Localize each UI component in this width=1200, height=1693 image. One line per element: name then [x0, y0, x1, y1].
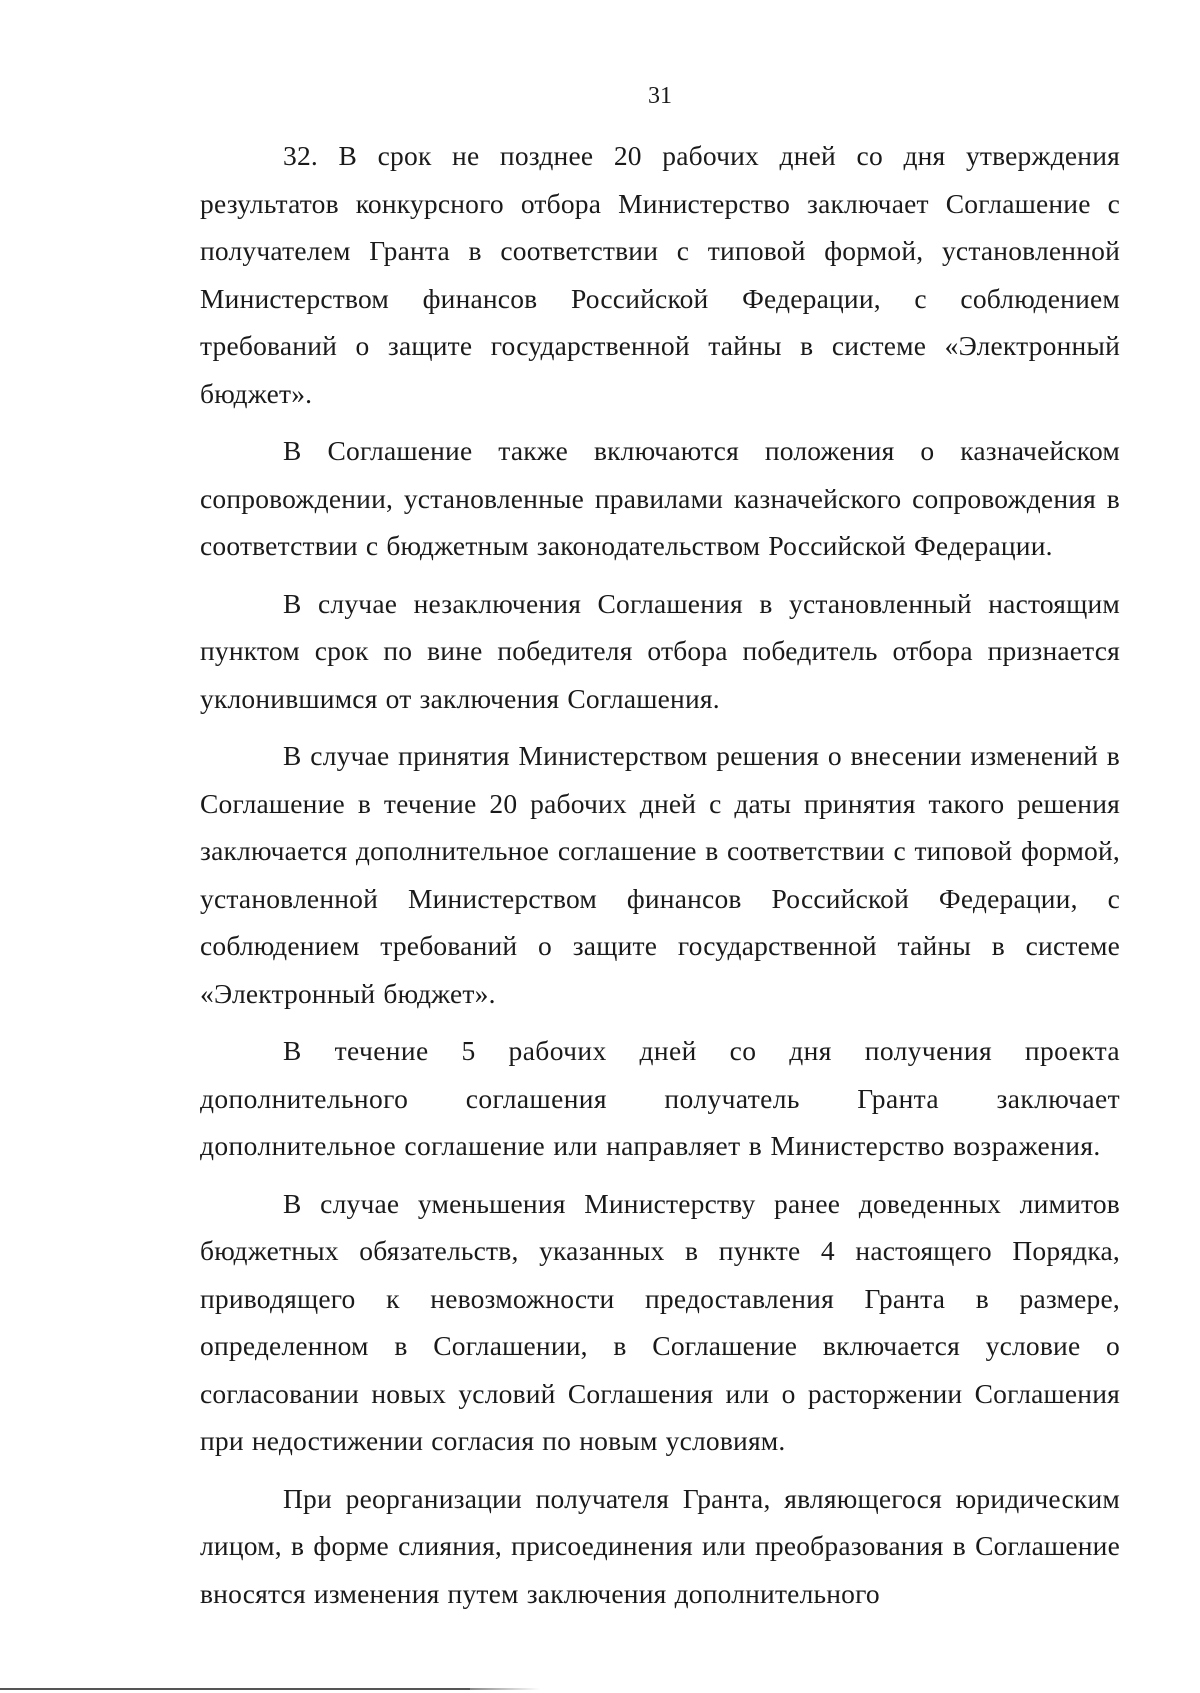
paragraph-32: 32. В срок не позднее 20 рабочих дней со дня утверждения результатов конкурсного отбора Министерство заключает Соглашение с получателем Гранта в соответствии с типовой формой, установленной Министерством финансов Российской Федерации, с соблюдением требований о защите государственной тайны в системе «Электронный бюджет».	[200, 140, 1120, 409]
paragraph-non-conclusion: В случае незаключения Соглашения в установленный настоящим пунктом срок по вине победителя отбора победитель отбора признается уклонившимся от заключения Соглашения.	[200, 587, 1120, 714]
paragraph-amendments: В случае принятия Министерством решения о внесении изменений в Соглашение в течение 20 рабочих дней с даты принятия такого решения заключается дополнительное соглашение в соответствии с типовой формой, установленной Министерством финансов Российской Федерации, с соблюдением требований о защите государственной тайны в системе «Электронный бюджет».	[200, 740, 1120, 1009]
document-body	[200, 132, 1120, 1627]
bottom-scan-line-fade	[470, 1688, 540, 1690]
bottom-scan-line	[0, 1688, 470, 1690]
paragraph-treasury-support: В Соглашение также включаются положения о казначейском сопровождении, установленные правилами казначейского сопровождения в соответствии с бюджетным законодательством Российской Федерации.	[200, 435, 1120, 561]
paragraph-limits-reduction: В случае уменьшения Министерству ранее доведенных лимитов бюджетных обязательств, указанных в пункте 4 настоящего Порядка, приводящего к невозможности предоставления Гранта в размере, определенном в Соглашении, в Соглашение включается условие о согласовании новых условий Соглашения или о расторжении Соглашения при недостижении согласия по новым условиям.	[200, 1187, 1120, 1456]
paragraph-additional-agreement-term: В течение 5 рабочих дней со дня получения проекта дополнительного соглашения получатель Гранта заключает дополнительное соглашение или направляет в Министерство возражения.	[200, 1035, 1120, 1161]
paragraph-reorganization: При реорганизации получателя Гранта, являющегося юридическим лицом, в форме слияния, присоединения или преобразования в Соглашение вносятся изменения путем заключения дополнительного	[200, 1482, 1120, 1609]
page-number: 31	[648, 83, 672, 109]
